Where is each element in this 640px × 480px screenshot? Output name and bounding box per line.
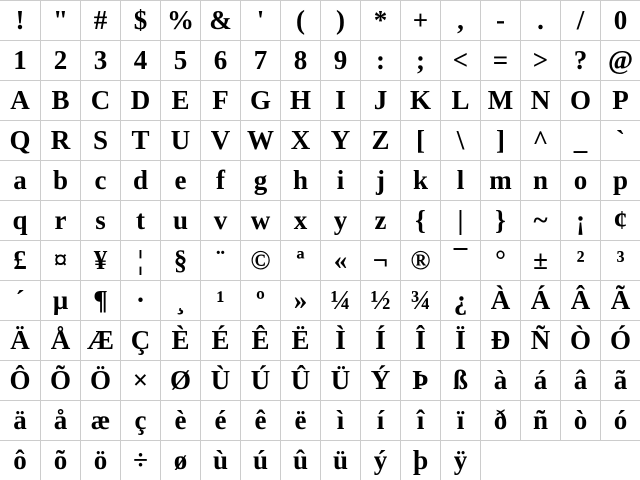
glyph-cell[interactable]: f [200,160,240,200]
glyph-cell[interactable]: } [480,200,520,240]
glyph-cell[interactable]: < [440,40,480,80]
glyph-cell[interactable]: - [480,0,520,40]
glyph-cell[interactable]: T [120,120,160,160]
glyph-cell[interactable]: Ï [440,320,480,360]
glyph-cell[interactable]: t [120,200,160,240]
glyph-cell[interactable]: Y [320,120,360,160]
glyph-cell[interactable]: n [520,160,560,200]
glyph-cell[interactable]: Ê [240,320,280,360]
glyph-cell[interactable]: O [560,80,600,120]
glyph-cell[interactable]: I [320,80,360,120]
glyph-cell[interactable]: 2 [40,40,80,80]
glyph-cell[interactable]: Q [0,120,40,160]
glyph-cell[interactable]: H [280,80,320,120]
glyph-cell[interactable]: ¾ [400,280,440,320]
glyph-cell[interactable]: ( [280,0,320,40]
glyph-cell[interactable]: ± [520,240,560,280]
glyph-cell[interactable]: Í [360,320,400,360]
glyph-cell[interactable]: ² [560,240,600,280]
glyph-cell[interactable]: ' [240,0,280,40]
glyph-cell[interactable]: E [160,80,200,120]
glyph-cell[interactable]: × [120,360,160,400]
glyph-cell[interactable]: þ [400,440,440,480]
glyph-cell[interactable]: # [80,0,120,40]
glyph-cell[interactable]: ÿ [440,440,480,480]
glyph-cell[interactable]: > [520,40,560,80]
glyph-cell[interactable]: ë [280,400,320,440]
empty-area [480,440,640,480]
glyph-cell[interactable]: ¹ [200,280,240,320]
glyph-cell[interactable]: : [360,40,400,80]
glyph-cell[interactable]: L [440,80,480,120]
glyph-cell[interactable]: â [560,360,600,400]
glyph-cell[interactable]: v [200,200,240,240]
glyph-cell[interactable]: È [160,320,200,360]
glyph-cell[interactable]: s [80,200,120,240]
glyph-cell[interactable]: ä [0,400,40,440]
glyph-cell[interactable]: c [80,160,120,200]
glyph-cell[interactable]: ] [480,120,520,160]
glyph-cell[interactable]: j [360,160,400,200]
glyph-cell[interactable]: w [240,200,280,240]
glyph-cell[interactable]: 8 [280,40,320,80]
glyph-cell[interactable]: ì [320,400,360,440]
glyph-cell[interactable]: ) [320,0,360,40]
glyph-cell[interactable]: ñ [520,400,560,440]
glyph-cell[interactable]: M [480,80,520,120]
glyph-cell[interactable]: Z [360,120,400,160]
glyph-cell[interactable]: l [440,160,480,200]
glyph-cell[interactable]: Ø [160,360,200,400]
glyph-cell[interactable]: R [40,120,80,160]
glyph-cell[interactable]: G [240,80,280,120]
glyph-cell[interactable]: , [440,0,480,40]
glyph-cell[interactable]: x [280,200,320,240]
glyph-cell[interactable]: £ [0,240,40,280]
glyph-cell[interactable]: 5 [160,40,200,80]
glyph-cell[interactable]: r [40,200,80,240]
glyph-cell[interactable]: í [360,400,400,440]
glyph-cell[interactable]: ~ [520,200,560,240]
glyph-cell[interactable]: W [240,120,280,160]
glyph-cell[interactable]: å [40,400,80,440]
glyph-cell[interactable]: \ [440,120,480,160]
glyph-cell[interactable]: © [240,240,280,280]
glyph-cell[interactable]: ª [280,240,320,280]
glyph-cell[interactable]: ^ [520,120,560,160]
glyph-cell[interactable]: Ã [600,280,640,320]
glyph-cell[interactable]: ° [480,240,520,280]
glyph-cell[interactable]: ù [200,440,240,480]
glyph-cell[interactable]: Ä [0,320,40,360]
glyph-cell[interactable]: î [400,400,440,440]
glyph-cell[interactable]: ý [360,440,400,480]
glyph-cell[interactable]: Ô [0,360,40,400]
glyph-cell[interactable]: 9 [320,40,360,80]
glyph-cell[interactable]: µ [40,280,80,320]
glyph-cell[interactable]: k [400,160,440,200]
glyph-cell[interactable]: g [240,160,280,200]
glyph-cell[interactable]: / [560,0,600,40]
glyph-cell[interactable]: y [320,200,360,240]
glyph-cell[interactable]: É [200,320,240,360]
glyph-cell[interactable]: b [40,160,80,200]
glyph-cell[interactable]: a [0,160,40,200]
glyph-cell[interactable]: õ [40,440,80,480]
glyph-cell[interactable]: ö [80,440,120,480]
glyph-cell[interactable]: ß [440,360,480,400]
glyph-cell[interactable]: » [280,280,320,320]
glyph-cell[interactable]: d [120,160,160,200]
glyph-cell[interactable]: ³ [600,240,640,280]
glyph-cell[interactable]: Þ [400,360,440,400]
glyph-cell[interactable]: Å [40,320,80,360]
glyph-cell[interactable]: Ð [480,320,520,360]
glyph-cell[interactable]: e [160,160,200,200]
glyph-cell[interactable]: Ú [240,360,280,400]
glyph-cell[interactable]: ¶ [80,280,120,320]
glyph-cell[interactable]: i [320,160,360,200]
glyph-cell[interactable]: · [120,280,160,320]
glyph-cell[interactable]: é [200,400,240,440]
glyph-cell[interactable]: è [160,400,200,440]
glyph-cell[interactable]: $ [120,0,160,40]
glyph-cell[interactable]: 3 [80,40,120,80]
glyph-cell[interactable]: Ò [560,320,600,360]
glyph-cell[interactable]: Æ [80,320,120,360]
glyph-cell[interactable]: ð [480,400,520,440]
glyph-cell[interactable]: ¥ [80,240,120,280]
glyph-cell[interactable]: & [200,0,240,40]
glyph-cell[interactable]: À [480,280,520,320]
glyph-cell[interactable]: ò [560,400,600,440]
glyph-cell[interactable]: ã [600,360,640,400]
glyph-cell[interactable]: Â [560,280,600,320]
glyph-cell[interactable]: à [480,360,520,400]
glyph-cell[interactable]: % [160,0,200,40]
glyph-cell[interactable]: N [520,80,560,120]
glyph-cell[interactable]: B [40,80,80,120]
glyph-cell[interactable]: ç [120,400,160,440]
glyph-cell[interactable]: K [400,80,440,120]
glyph-cell[interactable]: ø [160,440,200,480]
glyph-cell[interactable]: á [520,360,560,400]
glyph-cell[interactable]: J [360,80,400,120]
glyph-cell[interactable]: ; [400,40,440,80]
glyph-cell[interactable]: ï [440,400,480,440]
glyph-cell[interactable]: ¯ [440,240,480,280]
glyph-cell[interactable]: . [520,0,560,40]
glyph-cell[interactable]: ? [560,40,600,80]
glyph-cell[interactable]: Ö [80,360,120,400]
glyph-cell[interactable]: = [480,40,520,80]
glyph-cell[interactable]: ü [320,440,360,480]
glyph-cell[interactable]: Ë [280,320,320,360]
glyph-cell[interactable]: 6 [200,40,240,80]
glyph-cell[interactable]: m [480,160,520,200]
glyph-cell[interactable]: F [200,80,240,120]
glyph-cell[interactable]: « [320,240,360,280]
glyph-cell[interactable]: º [240,280,280,320]
glyph-cell[interactable]: Û [280,360,320,400]
glyph-cell[interactable]: ` [600,120,640,160]
glyph-cell[interactable]: Î [400,320,440,360]
glyph-cell[interactable]: ´ [0,280,40,320]
glyph-cell[interactable]: 4 [120,40,160,80]
glyph-cell[interactable]: Ü [320,360,360,400]
glyph-cell[interactable]: Ó [600,320,640,360]
glyph-cell[interactable]: z [360,200,400,240]
glyph-cell[interactable]: Ý [360,360,400,400]
glyph-cell[interactable]: [ [400,120,440,160]
glyph-cell[interactable]: ¡ [560,200,600,240]
glyph-cell[interactable]: Á [520,280,560,320]
glyph-cell[interactable]: 1 [0,40,40,80]
glyph-cell[interactable]: ® [400,240,440,280]
glyph-cell[interactable]: q [0,200,40,240]
glyph-cell[interactable]: ú [240,440,280,480]
glyph-cell[interactable]: V [200,120,240,160]
glyph-cell[interactable]: ¨ [200,240,240,280]
glyph-cell[interactable]: 0 [600,0,640,40]
glyph-cell[interactable]: @ [600,40,640,80]
glyph-cell[interactable]: û [280,440,320,480]
glyph-cell[interactable]: ¼ [320,280,360,320]
glyph-cell[interactable]: ¸ [160,280,200,320]
glyph-cell[interactable]: P [600,80,640,120]
glyph-cell[interactable]: ½ [360,280,400,320]
glyph-cell[interactable]: Ù [200,360,240,400]
glyph-cell[interactable]: + [400,0,440,40]
glyph-cell[interactable]: Ì [320,320,360,360]
glyph-cell[interactable]: " [40,0,80,40]
glyph-cell[interactable]: ¤ [40,240,80,280]
glyph-cell[interactable]: h [280,160,320,200]
glyph-cell[interactable]: _ [560,120,600,160]
glyph-cell[interactable]: ¢ [600,200,640,240]
glyph-cell[interactable]: § [160,240,200,280]
glyph-cell[interactable]: Ç [120,320,160,360]
glyph-cell[interactable]: A [0,80,40,120]
glyph-cell[interactable]: X [280,120,320,160]
glyph-cell[interactable]: ¬ [360,240,400,280]
glyph-cell[interactable]: u [160,200,200,240]
glyph-cell[interactable]: S [80,120,120,160]
glyph-cell[interactable]: C [80,80,120,120]
glyph-cell[interactable]: ! [0,0,40,40]
glyph-cell[interactable]: o [560,160,600,200]
glyph-cell[interactable]: * [360,0,400,40]
glyph-cell[interactable]: ó [600,400,640,440]
glyph-cell[interactable]: | [440,200,480,240]
glyph-cell[interactable]: U [160,120,200,160]
glyph-cell[interactable]: Ñ [520,320,560,360]
glyph-cell[interactable]: ê [240,400,280,440]
glyph-cell[interactable]: ÷ [120,440,160,480]
glyph-cell[interactable]: { [400,200,440,240]
glyph-cell[interactable]: Õ [40,360,80,400]
glyph-cell[interactable]: D [120,80,160,120]
glyph-cell[interactable]: 7 [240,40,280,80]
glyph-cell[interactable]: p [600,160,640,200]
glyph-cell[interactable]: æ [80,400,120,440]
glyph-cell[interactable]: ô [0,440,40,480]
glyph-cell[interactable]: ¦ [120,240,160,280]
glyph-cell[interactable]: ¿ [440,280,480,320]
